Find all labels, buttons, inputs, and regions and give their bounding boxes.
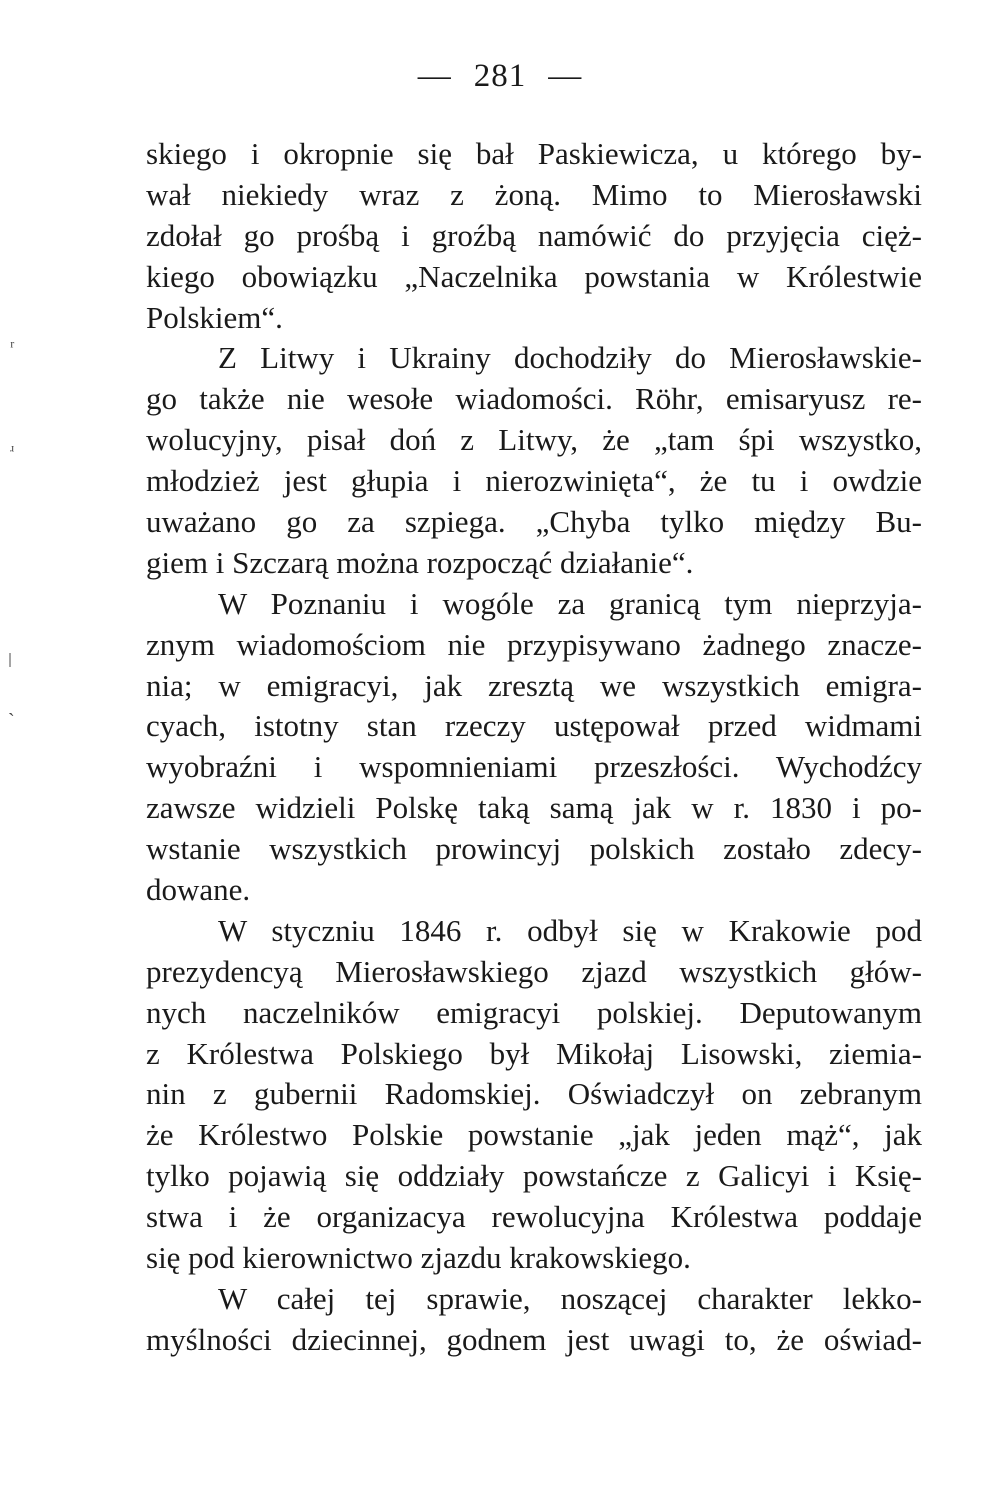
margin-speck: ʳ xyxy=(10,336,15,358)
text-line: że Królestwo Polskie powstanie „jak jeden mąż“, jak xyxy=(146,1117,922,1153)
text-line: uważano go za szpiega. „Chyba tylko między Bu- xyxy=(146,504,922,540)
text-line: dowane. xyxy=(146,872,251,908)
text-line: myślności dziecinnej, godnem jest uwagi to, że oświad- xyxy=(146,1321,922,1357)
text-line: go także nie wesołe wiadomości. Röhr, emisaryusz re- xyxy=(146,381,922,417)
text-line: znym wiadomościom nie przypisywano żadnego znacze- xyxy=(146,626,922,662)
paragraph-first-line: Z Litwy i Ukrainy dochodziły do Mierosławskie- xyxy=(218,340,922,376)
text-line: wyobraźni i wspomnieniami przeszłości. Wychodźcy xyxy=(146,749,922,785)
text-line: zdołał go prośbą i groźbą namówić do przyjęcia cięż- xyxy=(146,217,922,253)
paragraph-first-line: W Poznaniu i wogóle za granicą tym nieprzyja- xyxy=(218,585,922,621)
margin-speck: ʴ xyxy=(10,440,15,462)
body-text xyxy=(146,134,922,1361)
text-line: nia; w emigracyi, jak zresztą we wszystkich emigra- xyxy=(146,667,922,703)
text-line: cyach, istotny stan rzeczy ustępował przed widmami xyxy=(146,708,922,744)
header-dash-right: — xyxy=(548,58,583,94)
page-header xyxy=(0,58,1000,95)
text-line: nych naczelników emigracyi polskiej. Deputowanym xyxy=(146,994,922,1030)
text-line: wał niekiedy wraz z żoną. Mimo to Mierosławski xyxy=(146,176,922,212)
text-line: Polskiem“. xyxy=(146,299,283,335)
margin-speck: ǀ xyxy=(8,650,13,672)
text-line: tylko pojawią się oddziały powstańcze z Galicyi i Księ- xyxy=(146,1158,922,1194)
text-line: kiego obowiązku „Naczelnika powstania w Królestwie xyxy=(146,258,922,294)
text-line: wolucyjny, pisał doń z Litwy, że „tam śpi wszystko, xyxy=(146,422,922,458)
margin-speck: ˋ xyxy=(8,710,15,732)
header-dash-left: — xyxy=(417,58,452,94)
text-line: nin z gubernii Radomskiej. Oświadczył on zebranym xyxy=(146,1076,922,1112)
page-number: 281 xyxy=(473,58,527,94)
text-line: młodzież jest głupia i nierozwinięta“, że tu i owdzie xyxy=(146,463,922,499)
text-line: prezydencyą Mierosławskiego zjazd wszystkich głów- xyxy=(146,953,922,989)
text-line: giem i Szczarą można rozpocząć działanie“. xyxy=(146,544,694,580)
paragraph-first-line: W całej tej sprawie, noszącej charakter lekko- xyxy=(218,1280,922,1316)
text-line: zawsze widzieli Polskę taką samą jak w r. 1830 i po- xyxy=(146,790,922,826)
text-line: skiego i okropnie się bał Paskiewicza, u którego by- xyxy=(146,136,922,171)
paragraph-first-line: W styczniu 1846 r. odbył się w Krakowie pod xyxy=(218,912,922,948)
text-line: się pod kierownictwo zjazdu krakowskiego. xyxy=(146,1240,691,1276)
text-line: stwa i że organizacya rewolucyjna Królestwa poddaje xyxy=(146,1199,922,1235)
text-line: wstanie wszystkich prowincyj polskich zostało zdecy- xyxy=(146,831,922,867)
text-line: z Królestwa Polskiego był Mikołaj Lisowski, ziemia- xyxy=(146,1035,922,1071)
